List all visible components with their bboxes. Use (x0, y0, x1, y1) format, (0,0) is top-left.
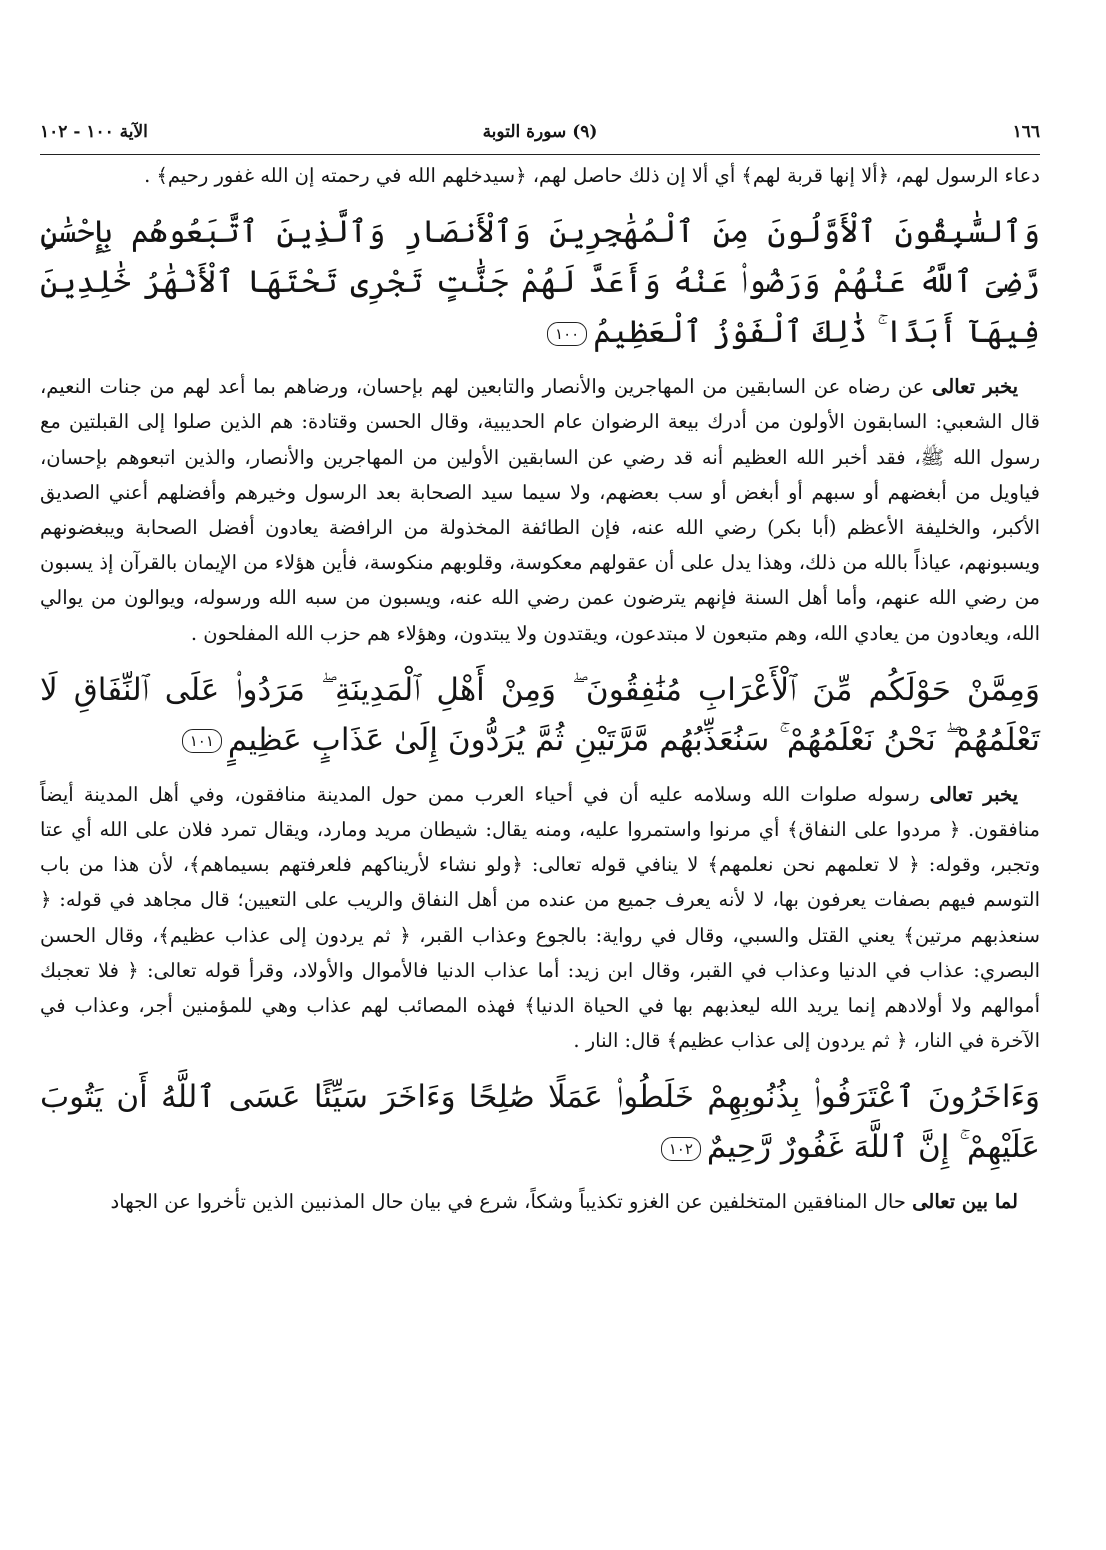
paragraph-lead: يخبر تعالى (929, 782, 1019, 806)
surah-title: (٩) سورة التوبة (482, 122, 598, 142)
tafsir-continuation (40, 158, 1040, 193)
paragraph-lead: لما بين تعالى (912, 1190, 1018, 1214)
book-page (40, 118, 1040, 1220)
paragraph-text: عن رضاه عن السابقين من المهاجرين والأنصار والتابعين لهم بإحسان، ورضاهم بما أعد لهم من جنات النعيم، قال الشعبي: السابقون الأولون من أدرك بيعة الرضوان عام الحديبية، وقال الحسن وقتادة: هم الذين صلوا إلى القبلتين مع رسول الله ﷺ، فقد أخبر الله العظيم أنه قد رضي عن السابقين الأولين من المهاجرين والأنصار، والذين اتبعوهم بإحسان، فياويل من أبغضهم أو سبهم أو أبغض أو سب بعضهم، ولا سيما سيد الصحابة بعد الرسول وخيرهم وأفضلهم أعني الصديق الأكبر، والخليفة الأعظم (أبا بكر) رضي الله عنه، فإن الطائفة المخذولة من الرافضة يعادون أفضل الصحابة ويبغضونهم ويسبونهم، عياذاً بالله من ذلك، وهذا يدل على أن عقولهم معكوسة، وقلوبهم منكوسة، فأين هؤلاء من الإيمان بالقرآن إذ يسبون من رضي الله عنهم، وأما أهل السنة فإنهم يترضون عمن رضي الله عنه، ويسبون من سبه الله ورسوله، ويوالون من يوالي الله، ويعادون من يعادي الله، وهم متبعون لا مبتدعون، ويقتدون ولا يبتدون، وهؤلاء هم حزب الله المفلحون . (40, 375, 1041, 645)
ayah-number-marker: ١٠٠ (547, 322, 587, 346)
paragraph-lead: يخبر تعالى (932, 375, 1018, 399)
paragraph-text: حال المنافقين المتخلفين عن الغزو تكذيباً وشكاً، شرع في بيان حال المذنبين الذين تأخروا عن الجهاد (110, 1190, 913, 1214)
verse-text: وَٱلسَّٰبِقُونَ ٱلْأَوَّلُونَ مِنَ ٱلْمُهَٰجِرِينَ وَٱلْأَنصَارِ وَٱلَّذِينَ ٱتَّبَعُوهُم بِإِحْسَٰنٍ رَّضِىَ ٱللَّهُ عَنْهُمْ وَرَضُوا۟ عَنْهُ وَأَعَدَّ لَهُمْ جَنَّٰتٍ تَجْرِى تَحْتَهَا ٱلْأَنْهَٰرُ خَٰلِدِينَ فِيهَآ أَبَدًا ۚ ذَٰلِكَ ٱلْفَوْزُ ٱلْعَظِيمُ (40, 214, 1040, 351)
quran-verse-102 (40, 1072, 1040, 1172)
tafsir-paragraph-100 (40, 369, 1040, 651)
paragraph-text: دعاء الرسول لهم، ﴿ألا إنها قربة لهم﴾ أي ألا إن ذلك حاصل لهم، ﴿سيدخلهم الله في رحمته إن الله غفور رحيم﴾ . (144, 164, 1040, 187)
ayah-range: الآية ١٠٠ - ١٠٢ (40, 122, 148, 142)
tafsir-paragraph-102 (40, 1184, 1040, 1219)
page-header (40, 118, 1040, 155)
verse-text: وَءَاخَرُونَ ٱعْتَرَفُوا۟ بِذُنُوبِهِمْ خَلَطُوا۟ عَمَلًا صَٰلِحًا وَءَاخَرَ سَيِّئًا عَسَى ٱللَّهُ أَن يَتُوبَ عَلَيْهِمْ ۚ إِنَّ ٱللَّهَ غَفُورٌ رَّحِيمٌ (40, 1079, 1040, 1166)
page-number: ١٦٦ (1012, 122, 1040, 142)
quran-verse-101 (40, 665, 1040, 765)
paragraph-text: رسوله صلوات الله وسلامه عليه أن في أحياء العرب ممن حول المدينة منافقون، وفي أهل المدينة أيضاً منافقون. ﴿ مردوا على النفاق﴾ أي مرنوا واستمروا عليه، ومنه يقال: شيطان مريد ومارد، ويقال تمرد فلان على الله أي عتا وتجبر، وقوله: ﴿ لا تعلمهم نحن نعلمهم﴾ لا ينافي قوله تعالى: ﴿ولو نشاء لأريناكهم فلعرفتهم بسيماهم﴾، لأن هذا من باب التوسم فيهم بصفات يعرفون بها، لا لأنه يعرف جميع من عنده من أهل النفاق والريب على التعيين؛ قال مجاهد في قوله: ﴿ سنعذبهم مرتين﴾ يعني القتل والسبي، وقال في رواية: بالجوع وعذاب القبر، ﴿ ثم يردون إلى عذاب عظيم﴾، وقال الحسن البصري: عذاب في الدنيا وعذاب في القبر، وقال ابن زيد: أما عذاب الدنيا فالأموال والأولاد، وقرأ قوله تعالى: ﴿ فلا تعجبك أموالهم ولا أولادهم إنما يريد الله ليعذبهم بها في الحياة الدنيا﴾ فهذه المصائب لهم عذاب وهي للمؤمنين أجر، وعذاب في الآخرة في النار، ﴿ ثم يردون إلى عذاب عظيم﴾ قال: النار . (40, 782, 1040, 1053)
quran-verse-100 (40, 207, 1040, 357)
tafsir-paragraph-101 (40, 777, 1040, 1059)
verse-text: وَمِمَّنْ حَوْلَكُم مِّنَ ٱلْأَعْرَابِ مُنَٰفِقُونَ ۖ وَمِنْ أَهْلِ ٱلْمَدِينَةِ ۖ مَرَدُوا۟ عَلَى ٱلنِّفَاقِ لَا تَعْلَمُهُمْ ۖ نَحْنُ نَعْلَمُهُمْ ۚ سَنُعَذِّبُهُم مَّرَّتَيْنِ ثُمَّ يُرَدُّونَ إِلَىٰ عَذَابٍ عَظِيمٍ (40, 671, 1040, 758)
ayah-number-marker: ١٠٢ (661, 1137, 701, 1161)
ayah-number-marker: ١٠١ (182, 729, 222, 753)
